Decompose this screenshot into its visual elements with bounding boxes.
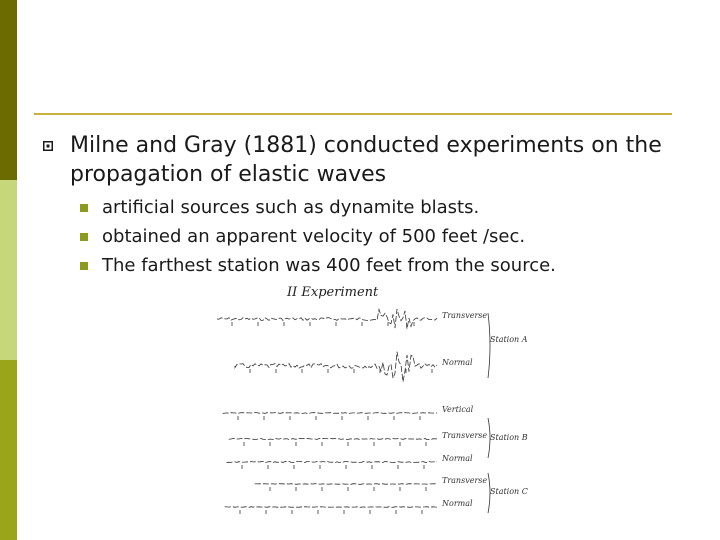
trace-label: Transverse	[442, 476, 488, 485]
trace-label: Transverse	[442, 311, 488, 320]
trace-label: Vertical	[442, 405, 474, 414]
list-item	[80, 253, 700, 282]
trace-label: Normal	[442, 499, 473, 508]
list-item	[80, 224, 700, 253]
sub-bullet-text: The farthest station was 400 feet from the source.	[102, 255, 556, 276]
station-label: Station B	[490, 433, 528, 442]
sidebar-segment-light	[0, 180, 17, 360]
seismogram-trace	[225, 507, 437, 508]
seismogram-trace	[223, 413, 437, 414]
trace-label: Normal	[442, 358, 473, 367]
seismogram-trace	[229, 438, 437, 439]
list-item	[80, 195, 700, 224]
seismogram-trace	[217, 309, 437, 329]
title-divider	[34, 113, 672, 115]
seismogram-trace	[227, 461, 437, 462]
sub-bullet-text: obtained an apparent velocity of 500 feet /sec.	[102, 226, 526, 247]
trace-label: Normal	[442, 454, 473, 463]
sub-bullet-text: artificial sources such as dynamite blasts.	[102, 197, 480, 218]
square-bullet-icon	[80, 204, 88, 212]
station-label: Station A	[490, 335, 528, 344]
sidebar-segment-dark	[0, 0, 17, 180]
trace-label: Transverse	[442, 431, 488, 440]
main-bullet-text: Milne and Gray (1881) conducted experiments on the propagation of elastic waves	[70, 133, 662, 187]
seismogram-trace	[235, 352, 437, 382]
square-bullet-icon	[80, 233, 88, 241]
station-bracket	[488, 313, 490, 378]
seismogram-trace	[255, 484, 437, 485]
hollow-square-bullet-icon	[43, 141, 53, 151]
sub-bullet-list	[80, 195, 700, 282]
sidebar-accent-bar	[0, 0, 17, 540]
square-bullet-icon	[80, 262, 88, 270]
station-label: Station C	[490, 487, 528, 496]
sidebar-segment-olive	[0, 360, 17, 540]
figure-title: II Experiment	[287, 285, 379, 300]
seismogram-figure	[205, 283, 535, 518]
